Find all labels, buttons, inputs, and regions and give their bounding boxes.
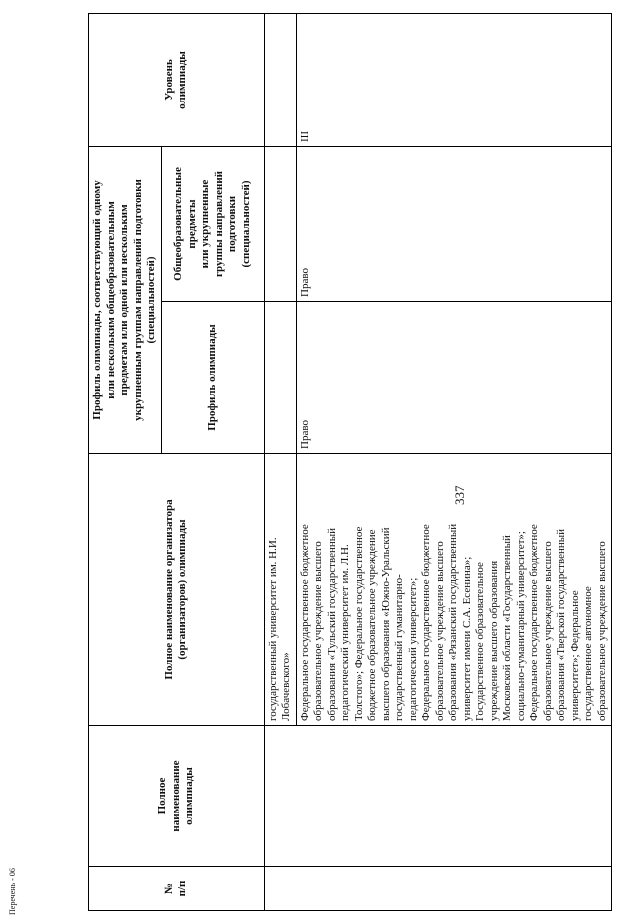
cell-subjects: Право	[296, 146, 612, 301]
olympiad-table	[88, 13, 612, 911]
cell-profile: Право	[296, 302, 612, 454]
header-level: Уровень олимпиады	[89, 13, 265, 146]
header-profile-group: Профиль олимпиады, соответствующий одному или нескольким общеобразовательным предметам или одной или нескольким укрупненным группам направлений подготовки (специальностей)	[89, 146, 162, 453]
header-num: № п/п	[89, 867, 265, 911]
cell-num	[264, 867, 612, 911]
cell-profile	[264, 302, 296, 454]
footer-text: Перечень - 06	[8, 868, 17, 915]
table-row	[264, 13, 296, 910]
cell-organizer: Федеральное государственное бюджетное образовательное учреждение высшего образования «Тульский государственный педагогический университет им. Л.Н. Толстого»; Федеральное государственное бюджетное образовательное учреждение высшего образования «Южно-Уральский государственный гуманитарно- педагогический университет»; Федеральное государственное бюджетное образовательное учреждение высшего образования «Рязанский государственный университет имени С.А. Есенина»; Государственное образовательное учреждение высшего образования Московской области «Государственный социально-гуманитарный университет»; Федеральное государственное бюджетное образовательное учреждение высшего образования «Тверской государственный университет»; Федеральное государственное автономное образовательное учреждение высшего	[296, 454, 612, 726]
header-profile: Профиль олимпиады	[161, 302, 264, 454]
page-number: 337	[452, 485, 467, 505]
cell-organizer: государственный университет им. Н.И. Лобачевского»	[264, 454, 296, 726]
header-name: Полное наименование олимпиады	[89, 726, 265, 867]
cell-subjects	[264, 146, 296, 301]
header-row-1	[89, 13, 162, 910]
cell-level: III	[296, 13, 612, 146]
header-subjects: Общеобразовательные предметы или укрупненные группы направлений подготовки (специальностей)	[161, 146, 264, 301]
cell-level	[264, 13, 296, 146]
header-organizer: Полное наименование организатора (организаторов) олимпиады	[89, 454, 265, 726]
cell-name	[264, 726, 612, 867]
